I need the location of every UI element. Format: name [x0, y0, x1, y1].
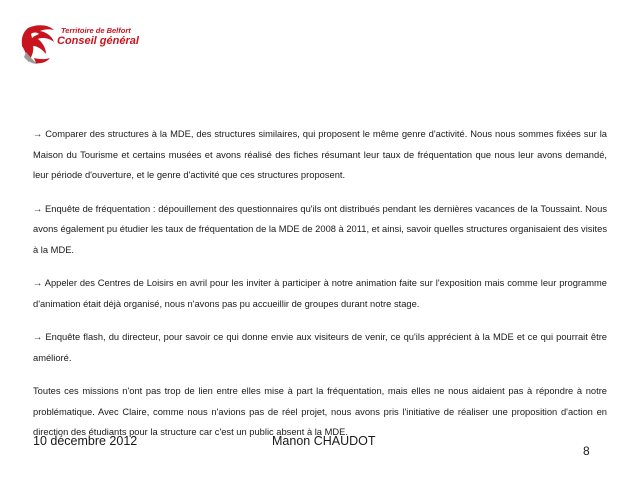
paragraph-3: → Appeler des Centres de Loisirs en avril pour les inviter à participer à notre animation faite sur l'exposition mais comme leur programme d'animation était déjà organisé, nous n'avons pas pu accueillir de groupes durant notre stage.	[33, 278, 607, 309]
paragraph-4: → Enquête flash, du directeur, pour savoir ce qui donne envie aux visiteurs de venir, ce qu'ils apprécient à la MDE et ce qui pourrait être amélioré.	[33, 332, 607, 363]
paragraph-5: Toutes ces missions n'ont pas trop de lien entre elles mise à part la fréquentation, mais elles ne nous aidaient pas à répondre à notre problématique. Avec Claire, comme nous n'avions pas de réel projet, nous avons pris l'initiative de réaliser une proposition d'action en direction des étudiants pour la structure car c'est un public absent à la MDE.	[33, 386, 607, 437]
slide-body	[33, 124, 607, 443]
lion-emblem-icon	[20, 22, 62, 66]
footer-author: Manon CHAUDOT	[272, 434, 376, 448]
page-number: 8	[583, 444, 590, 458]
logo-line-1: Territoire de Belfort	[61, 26, 131, 35]
paragraph-1: → Comparer des structures à la MDE, des structures similaires, qui proposent le même genre d'activité. Nous nous sommes fixées sur la Maison du Tourisme et certains musées et avons réalisé des fiches résumant leur taux de fréquentation que nous leur avons demandé, leur période d'ouverture, et le genre d'activité que ces structures proposent.	[33, 129, 607, 180]
footer-date: 10 décembre 2012	[33, 434, 138, 448]
territoire-de-belfort-logo	[20, 22, 140, 66]
logo-line-2: Conseil général	[57, 35, 139, 47]
paragraph-2: → Enquête de fréquentation : dépouillement des questionnaires qu'ils ont distribués pendant les dernières vacances de la Toussaint. Nous avons également pu étudier les taux de fréquentation de la MDE de 2008 à 2011, et ainsi, savoir quelles structures organisaient des visites à la MDE.	[33, 203, 607, 255]
